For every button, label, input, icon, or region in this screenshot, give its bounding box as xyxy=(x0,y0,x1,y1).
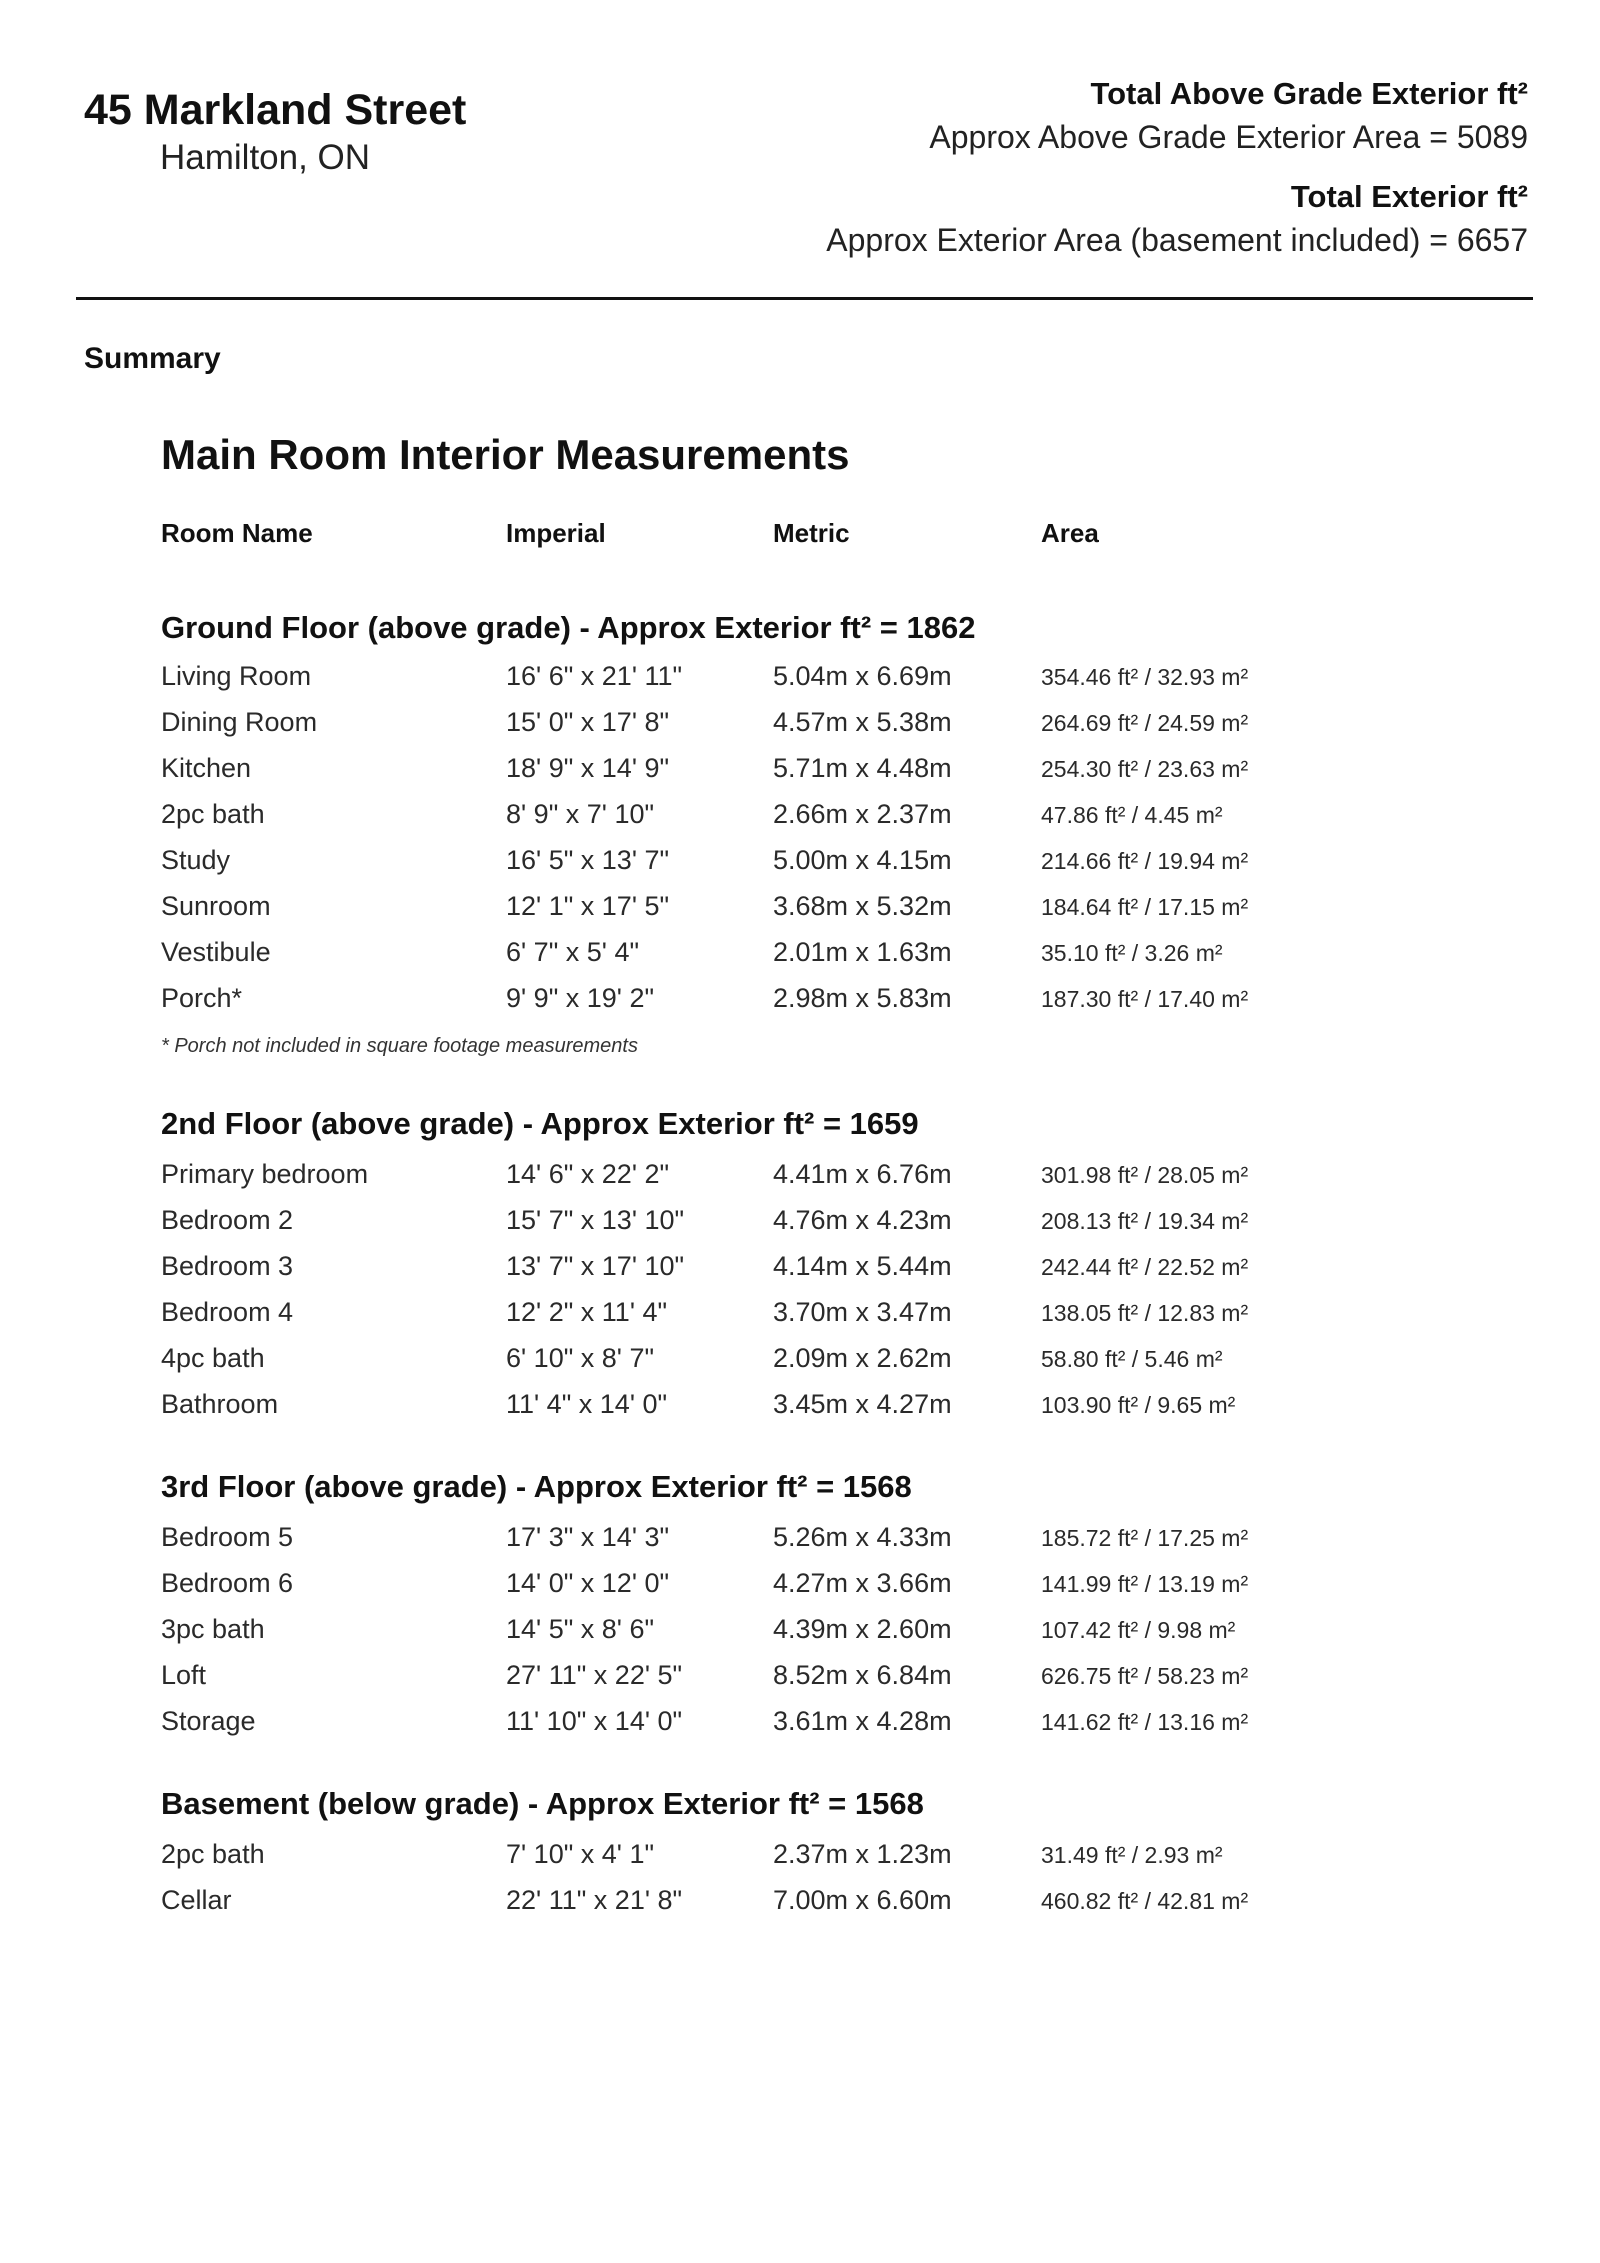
metric-dim: 5.71m x 4.48m xyxy=(773,753,952,783)
metric-dim: 3.68m x 5.32m xyxy=(773,891,952,921)
metric-dim: 4.14m x 5.44m xyxy=(773,1251,952,1281)
col-imperial: Imperial xyxy=(506,518,606,548)
room-name: Sunroom xyxy=(161,891,271,921)
property-city: Hamilton, ON xyxy=(160,138,371,177)
above-grade-value: Approx Above Grade Exterior Area = 5089 xyxy=(929,119,1528,155)
imperial-dim: 15' 0" x 17' 8" xyxy=(506,707,670,737)
imperial-dim: 11' 10" x 14' 0" xyxy=(506,1706,683,1736)
col-area: Area xyxy=(1041,518,1099,548)
metric-dim: 2.37m x 1.23m xyxy=(773,1839,952,1869)
room-list xyxy=(161,1159,1461,1435)
section-ground-floor xyxy=(161,612,1461,1058)
metric-dim: 3.70m x 3.47m xyxy=(773,1297,952,1327)
room-name: 2pc bath xyxy=(161,1839,265,1869)
room-name: 3pc bath xyxy=(161,1614,265,1644)
metric-dim: 2.09m x 2.62m xyxy=(773,1343,952,1373)
imperial-dim: 18' 9" x 14' 9" xyxy=(506,753,670,783)
metric-dim: 2.98m x 5.83m xyxy=(773,983,952,1013)
imperial-dim: 13' 7" x 17' 10" xyxy=(506,1251,685,1281)
imperial-dim: 6' 7" x 5' 4" xyxy=(506,937,640,967)
room-row xyxy=(161,1568,1461,1614)
room-row xyxy=(161,1343,1461,1389)
imperial-dim: 14' 6" x 22' 2" xyxy=(506,1159,670,1189)
area-value: 141.62 ft² / 13.16 m² xyxy=(1041,1709,1249,1735)
imperial-dim: 6' 10" x 8' 7" xyxy=(506,1343,655,1373)
area-value: 141.99 ft² / 13.19 m² xyxy=(1041,1571,1249,1597)
area-value: 242.44 ft² / 22.52 m² xyxy=(1041,1254,1249,1280)
area-value: 103.90 ft² / 9.65 m² xyxy=(1041,1392,1236,1418)
metric-dim: 4.57m x 5.38m xyxy=(773,707,952,737)
area-value: 254.30 ft² / 23.63 m² xyxy=(1041,756,1249,782)
room-row xyxy=(161,1885,1461,1931)
room-row xyxy=(161,1251,1461,1297)
room-row xyxy=(161,707,1461,753)
metric-dim: 5.00m x 4.15m xyxy=(773,845,952,875)
area-value: 47.86 ft² / 4.45 m² xyxy=(1041,802,1223,828)
imperial-dim: 12' 1" x 17' 5" xyxy=(506,891,670,921)
imperial-dim: 14' 5" x 8' 6" xyxy=(506,1614,655,1644)
room-row xyxy=(161,1660,1461,1706)
section-title: Ground Floor (above grade) - Approx Exterior ft² = 1862 xyxy=(161,610,976,645)
area-value: 31.49 ft² / 2.93 m² xyxy=(1041,1842,1223,1868)
total-exterior-value: Approx Exterior Area (basement included) = 6657 xyxy=(826,222,1528,258)
room-name: Bedroom 2 xyxy=(161,1205,294,1235)
room-name: Bedroom 3 xyxy=(161,1251,294,1281)
room-row xyxy=(161,1205,1461,1251)
room-row xyxy=(161,1159,1461,1205)
imperial-dim: 8' 9" x 7' 10" xyxy=(506,799,655,829)
metric-dim: 8.52m x 6.84m xyxy=(773,1660,952,1690)
section-title: 3rd Floor (above grade) - Approx Exterior ft² = 1568 xyxy=(161,1469,912,1504)
imperial-dim: 14' 0" x 12' 0" xyxy=(506,1568,670,1598)
room-name: Storage xyxy=(161,1706,256,1736)
room-row xyxy=(161,1522,1461,1568)
area-value: 301.98 ft² / 28.05 m² xyxy=(1041,1162,1249,1188)
room-row xyxy=(161,753,1461,799)
total-exterior-heading: Total Exterior ft² xyxy=(1290,179,1528,214)
measurements-title: Main Room Interior Measurements xyxy=(161,431,850,478)
metric-dim: 2.66m x 2.37m xyxy=(773,799,952,829)
room-name: 2pc bath xyxy=(161,799,265,829)
porch-note: * Porch not included in square footage measurements xyxy=(161,1035,638,1057)
area-value: 58.80 ft² / 5.46 m² xyxy=(1041,1346,1223,1372)
area-value: 184.64 ft² / 17.15 m² xyxy=(1041,894,1249,920)
imperial-dim: 9' 9" x 19' 2" xyxy=(506,983,655,1013)
room-row xyxy=(161,1389,1461,1435)
room-name: Porch* xyxy=(161,983,243,1013)
room-row xyxy=(161,891,1461,937)
room-list xyxy=(161,1522,1461,1752)
metric-dim: 5.04m x 6.69m xyxy=(773,661,952,691)
summary-label: Summary xyxy=(84,342,221,375)
section-title: 2nd Floor (above grade) - Approx Exterior ft² = 1659 xyxy=(161,1106,919,1141)
area-value: 187.30 ft² / 17.40 m² xyxy=(1041,986,1249,1012)
room-row xyxy=(161,937,1461,983)
metric-dim: 4.76m x 4.23m xyxy=(773,1205,952,1235)
room-row xyxy=(161,1297,1461,1343)
room-row xyxy=(161,661,1461,707)
imperial-dim: 27' 11" x 22' 5" xyxy=(506,1660,683,1690)
metric-dim: 7.00m x 6.60m xyxy=(773,1885,952,1915)
room-row xyxy=(161,983,1461,1029)
section-2nd-floor xyxy=(161,1108,1461,1435)
room-list xyxy=(161,1839,1461,1931)
area-value: 138.05 ft² / 12.83 m² xyxy=(1041,1300,1249,1326)
room-name: Living Room xyxy=(161,661,312,691)
area-value: 460.82 ft² / 42.81 m² xyxy=(1041,1888,1249,1914)
room-name: Kitchen xyxy=(161,753,252,783)
imperial-dim: 15' 7" x 13' 10" xyxy=(506,1205,685,1235)
property-street: 45 Markland Street xyxy=(84,86,467,134)
room-name: Vestibule xyxy=(161,937,271,967)
area-value: 214.66 ft² / 19.94 m² xyxy=(1041,848,1249,874)
imperial-dim: 22' 11" x 21' 8" xyxy=(506,1885,683,1915)
area-value: 626.75 ft² / 58.23 m² xyxy=(1041,1663,1249,1689)
section-basement xyxy=(161,1788,1461,1931)
metric-dim: 4.27m x 3.66m xyxy=(773,1568,952,1598)
section-title: Basement (below grade) - Approx Exterior ft² = 1568 xyxy=(161,1786,924,1821)
area-value: 185.72 ft² / 17.25 m² xyxy=(1041,1525,1249,1551)
col-room-name: Room Name xyxy=(161,518,313,548)
area-value: 107.42 ft² / 9.98 m² xyxy=(1041,1617,1236,1643)
metric-dim: 4.41m x 6.76m xyxy=(773,1159,952,1189)
room-name: Study xyxy=(161,845,231,875)
room-name: Cellar xyxy=(161,1885,232,1915)
metric-dim: 3.45m x 4.27m xyxy=(773,1389,952,1419)
room-name: Primary bedroom xyxy=(161,1159,369,1189)
metric-dim: 5.26m x 4.33m xyxy=(773,1522,952,1552)
metric-dim: 4.39m x 2.60m xyxy=(773,1614,952,1644)
area-value: 208.13 ft² / 19.34 m² xyxy=(1041,1208,1249,1234)
imperial-dim: 7' 10" x 4' 1" xyxy=(506,1839,655,1869)
page-header xyxy=(0,0,1600,302)
room-name: Bedroom 5 xyxy=(161,1522,294,1552)
room-row xyxy=(161,799,1461,845)
imperial-dim: 12' 2" x 11' 4" xyxy=(506,1297,668,1327)
section-3rd-floor xyxy=(161,1471,1461,1752)
room-row xyxy=(161,845,1461,891)
column-headers xyxy=(161,520,1461,546)
above-grade-heading: Total Above Grade Exterior ft² xyxy=(1090,76,1528,111)
exterior-totals xyxy=(826,78,1528,256)
imperial-dim: 16' 6" x 21' 11" xyxy=(506,661,683,691)
col-metric: Metric xyxy=(773,518,850,548)
room-name: Dining Room xyxy=(161,707,318,737)
room-name: Loft xyxy=(161,1660,207,1690)
area-value: 35.10 ft² / 3.26 m² xyxy=(1041,940,1223,966)
imperial-dim: 11' 4" x 14' 0" xyxy=(506,1389,668,1419)
room-name: 4pc bath xyxy=(161,1343,265,1373)
room-name: Bathroom xyxy=(161,1389,279,1419)
imperial-dim: 16' 5" x 13' 7" xyxy=(506,845,670,875)
area-value: 354.46 ft² / 32.93 m² xyxy=(1041,664,1249,690)
imperial-dim: 17' 3" x 14' 3" xyxy=(506,1522,670,1552)
room-name: Bedroom 6 xyxy=(161,1568,294,1598)
room-row xyxy=(161,1839,1461,1885)
room-row xyxy=(161,1614,1461,1660)
area-value: 264.69 ft² / 24.59 m² xyxy=(1041,710,1249,736)
metric-dim: 2.01m x 1.63m xyxy=(773,937,952,967)
room-row xyxy=(161,1706,1461,1752)
metric-dim: 3.61m x 4.28m xyxy=(773,1706,952,1736)
room-list xyxy=(161,661,1461,1029)
room-name: Bedroom 4 xyxy=(161,1297,294,1327)
measurements-section xyxy=(161,431,1461,1931)
header-divider xyxy=(76,297,1533,300)
